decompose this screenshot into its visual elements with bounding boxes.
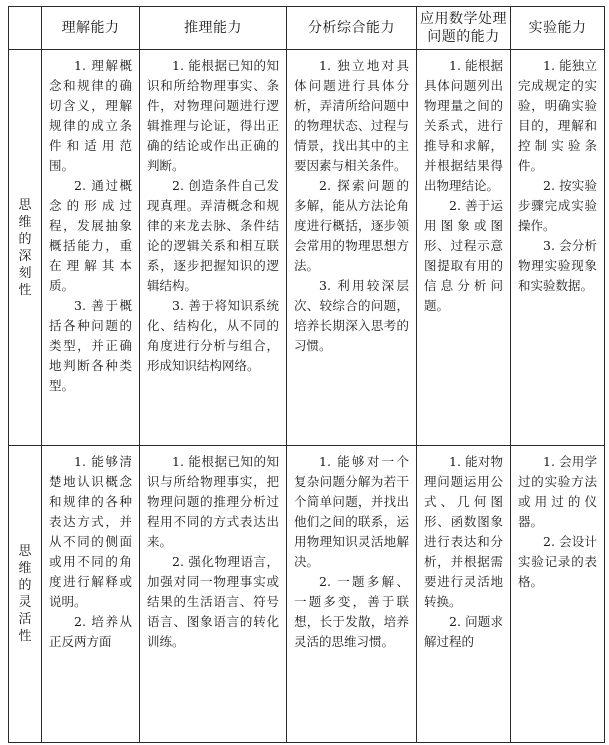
cell-paragraph: 3. 善于概括各种问题的类型，并正确地判断各种类型。 — [49, 298, 132, 393]
cell-paragraph: 2. 培养从正反两方面 — [49, 614, 132, 649]
header-experiment: 实验能力 — [511, 7, 605, 50]
cell-understanding — [42, 446, 140, 743]
cell-paragraph: 3. 利用较深层次、较综合的问题，培养长期深入思考的习惯。 — [294, 278, 409, 353]
cell-paragraph: 2. 会设计实验记录的表格。 — [518, 534, 597, 589]
row-label-char: 维 — [18, 214, 32, 230]
cell-paragraph: 2. 探索问题的多解，能从方法论角度进行概括，逐步领会常用的物理思想方法。 — [294, 178, 409, 273]
cell-paragraph: 1. 能对物理问题运用公式、几何图形、函数图象进行表达和分析，并根据需要进行灵活地转换。 — [424, 454, 503, 609]
header-math-application: 应用数学处理问题的能力 — [417, 7, 511, 50]
cell-paragraph: 1. 能根据具体问题列出物理量之间的关系式，进行推导和求解，并根据结果得出物理结论。 — [424, 58, 503, 193]
row-label-char: 思 — [18, 544, 32, 559]
cell-paragraph: 2. 创造条件自己发现真理。弄清概念和规律的来龙去脉、条件结论的逻辑关系和相互联系，逐步把握知识的逻辑结构。 — [147, 178, 279, 293]
cell-paragraph: 1. 能够对一个复杂问题分解为若干个简单问题，并找出他们之间的联系，运用物理知识灵活地解决。 — [294, 454, 409, 569]
cell-paragraph: 2. 按实验步骤完成实验操作。 — [518, 178, 597, 233]
cell-paragraph: 1. 会用学过的实验方法或用过的仪器。 — [518, 454, 597, 529]
cell-understanding — [42, 50, 140, 446]
row-label-char: 性 — [18, 282, 32, 298]
cell-paragraph: 1. 能独立完成规定的实验，明确实验目的，理解和控制实验条件。 — [518, 58, 597, 173]
cell-paragraph: 3. 善于将知识系统化、结构化，从不同的角度进行分析与组合，形成知识结构网络。 — [147, 298, 279, 373]
row-label-char: 思 — [18, 197, 32, 213]
cell-analysis — [287, 50, 417, 446]
cell-math-application — [417, 50, 511, 446]
cell-experiment — [511, 50, 605, 446]
row-label-char: 活 — [18, 612, 32, 627]
cell-paragraph: 2. 强化物理语言，加强对同一物理事实或结果的生活语言、符号语言、图象语言的转化训练。 — [147, 554, 279, 649]
header-understanding: 理解能力 — [42, 7, 140, 50]
row-label-char: 灵 — [18, 595, 32, 610]
cell-paragraph: 1. 理解概念和规律的确切含义，理解规律的成立条件和适用范围。 — [49, 58, 132, 173]
cell-analysis — [287, 446, 417, 743]
row-label-char: 维 — [18, 561, 32, 576]
header-corner — [9, 7, 42, 50]
cell-paragraph: 1. 能根据已知的知识和所给物理事实、条件，对物理问题进行逻辑推理与论证，得出正确的结论或作出正确的判断。 — [147, 58, 279, 173]
ability-table — [8, 6, 605, 743]
cell-reasoning — [140, 50, 287, 446]
cell-experiment — [511, 446, 605, 743]
cell-paragraph: 1. 能根据已知的知识与所给物理事实，把物理问题的推理分析过程用不同的方式表达出来。 — [147, 454, 279, 549]
row-label-char: 的 — [18, 578, 32, 593]
table-row — [9, 50, 605, 446]
cell-paragraph: 3. 会分析物理实验现象和实验数据。 — [518, 238, 597, 293]
cell-paragraph: 1. 独立地对具体问题进行具体分析，弄清所给问题中的物理状态、过程与情景，找出其中的主要因素与相关条件。 — [294, 58, 409, 173]
cell-paragraph: 2. 善于运用图象或图形、过程示意图提取有用的信息分析问题。 — [424, 198, 503, 313]
cell-paragraph: 2. 问题求解过程的 — [424, 614, 503, 649]
cell-paragraph: 2. 通过概念的形成过程，发展抽象概括能力，重在理解其本质。 — [49, 178, 132, 293]
header-row — [9, 7, 605, 50]
cell-reasoning — [140, 446, 287, 743]
cell-paragraph: 2. 一题多解、一题多变，善于联想，长于发散，培养灵活的思维习惯。 — [294, 574, 409, 649]
row-label — [9, 50, 42, 446]
header-analysis: 分析综合能力 — [287, 7, 417, 50]
cell-math-application — [417, 446, 511, 743]
row-label-char: 刻 — [18, 265, 32, 281]
row-label — [9, 446, 42, 743]
header-reasoning: 推理能力 — [140, 7, 287, 50]
table-row — [9, 446, 605, 743]
cell-paragraph: 1. 能够清楚地认识概念和规律的各种表达方式，并从不同的侧面或用不同的角度进行解释或说明。 — [49, 454, 132, 609]
row-label-char: 性 — [18, 629, 32, 644]
row-label-char: 深 — [18, 248, 32, 264]
row-label-char: 的 — [18, 231, 32, 247]
